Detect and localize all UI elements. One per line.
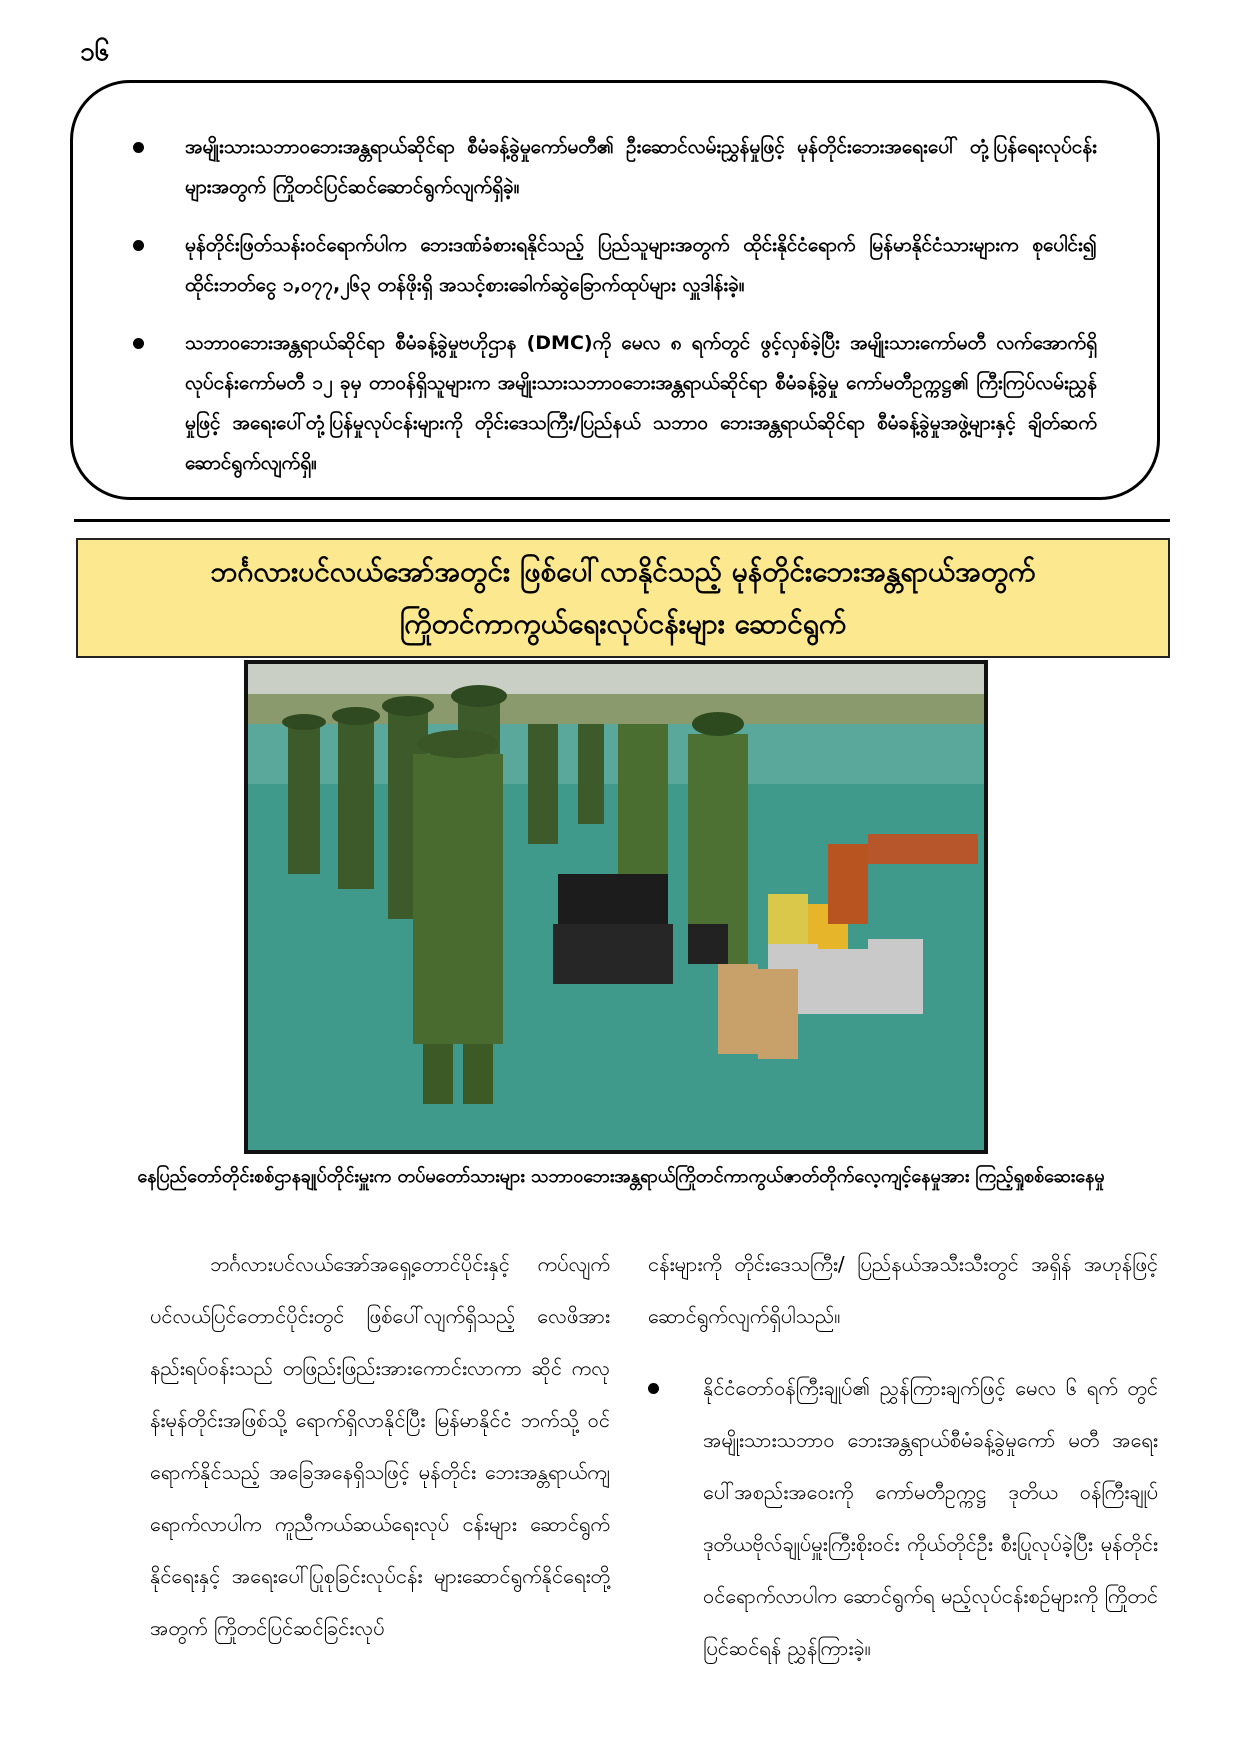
bullet-dot-icon [648,1383,659,1394]
article-photo [244,660,988,1154]
body-paragraph: ဘင်္ဂလားပင်လယ်အော်အရှေ့တောင်ပိုင်းနှင့် ကပ်လျက် ပင်လယ်ပြင်တောင်ပိုင်းတွင် ဖြစ်ပေါ်လျက်ရှိသည့် လေဖိအား နည်းရပ်ဝန်းသည် တဖြည်းဖြည်းအားကောင်းလာကာ ဆိုင် ကလုန်းမုန်တိုင်းအဖြစ်သို့ ရောက်ရှိလာနိုင်ပြီး မြန်မာနိုင်ငံ ဘက်သို့ ဝင်ရောက်နိုင်သည့် အခြေအနေရှိသဖြင့် မုန်တိုင်း ဘေးအန္တရာယ်ကျရောက်လာပါက ကူညီကယ်ဆယ်ရေးလုပ် ငန်းများ ဆောင်ရွက်နိုင်ရေးနှင့် အရေးပေါ်ပြုစုခြင်းလုပ်ငန်း များဆောင်ရွက်နိုင်ရေးတို့အတွက် ကြိုတင်ပြင်ဆင်ခြင်းလုပ် [150,1252,610,1640]
summary-bullet-item [133,225,1097,305]
summary-bullet-item [133,127,1097,207]
body-bullet-item [648,1362,1158,1674]
headline-line-2: ကြိုတင်ကာကွယ်ရေးလုပ်ငန်းများ ဆောင်ရွက် [399,607,847,640]
summary-bullet-box [70,80,1160,500]
photo-caption: နေပြည်တော်တိုင်းစစ်ဌာနချုပ်တိုင်းမှူးက တပ်မတော်သားများ သဘာဝဘေးအန္တရာယ်ကြိုတင်ကာကွယ်ဇာတ်တိုက်လေ့ကျင့်နေမှုအား ကြည့်ရှုစစ်ဆေးနေမှု [137,1166,1105,1187]
bullet-dot-icon [133,338,144,349]
bullet-dot-icon [133,240,144,251]
headline-line-1: ဘင်္ဂလားပင်လယ်အော်အတွင်း ဖြစ်ပေါ်လာနိုင်သည့် မုန်တိုင်းဘေးအန္တရာယ်အတွက် [210,555,1036,588]
body-column-left [150,1238,610,1654]
section-divider [74,519,1170,522]
body-paragraph-continued: ငန်းများကို တိုင်းဒေသကြီး/ ပြည်နယ်အသီးသီးတွင် အရှိန် အဟုန်ဖြင့် ဆောင်ရွက်လျက်ရှိပါသည်။ [648,1252,1158,1328]
body-bullet-text: နိုင်ငံတော်ဝန်ကြီးချုပ်၏ ညွှန်ကြားချက်ဖြင့် မေလ ၆ ရက် တွင် အမျိုးသားသဘာဝ ဘေးအန္တရာယ်စီမံခန့်ခွဲမှုကော် မတီ အရေးပေါ်အစည်းအဝေးကို ကော်မတီဥက္ကဋ္ဌ ဒုတိယ ဝန်ကြီးချုပ် ဒုတိယဗိုလ်ချုပ်မှူးကြီးစိုးဝင်း ကိုယ်တိုင်ဦး စီးပြုလုပ်ခဲ့ပြီး မုန်တိုင်းဝင်ရောက်လာပါက ဆောင်ရွက်ရ မည့်လုပ်ငန်းစဉ်များကို ကြိုတင်ပြင်ဆင်ရန် ညွှန်ကြားခဲ့။ [703,1376,1158,1660]
soldiers-inspection-photo [248,664,984,1150]
summary-bullet-text: မုန်တိုင်းဖြတ်သန်းဝင်ရောက်ပါက ဘေးဒဏ်ခံစားရနိုင်သည့် ပြည်သူများအတွက် ထိုင်းနိုင်ငံရောက် မြန်မာနိုင်ငံသားများက စုပေါင်း၍ ထိုင်းဘတ်ငွေ ၁,၀၇၇,၂၆၃ တန်ဖိုးရှိ အသင့်စားခေါက်ဆွဲခြောက်ထုပ်များ လှူဒါန်းခဲ့။ [185,234,1097,296]
body-column-right [648,1238,1158,1674]
summary-bullet-item [133,323,1097,483]
summary-bullet-text: သဘာဝဘေးအန္တရာယ်ဆိုင်ရာ စီမံခန့်ခွဲမှုဗဟိုဌာန (DMC)ကို မေလ ၈ ရက်တွင် ဖွင့်လှစ်ခဲ့ပြီး အမျိုးသားကော်မတီ လက်အောက်ရှိ လုပ်ငန်းကော်မတီ ၁၂ ခုမှ တာဝန်ရှိသူများက အမျိုးသားသဘာဝဘေးအန္တရာယ်ဆိုင်ရာ စီမံခန့်ခွဲမှု ကော်မတီဥက္ကဋ္ဌ၏ ကြီးကြပ်လမ်းညွှန်မှုဖြင့် အရေးပေါ်တုံ့ပြန်မှုလုပ်ငန်းများကို တိုင်းဒေသကြီး/ပြည်နယ် သဘာဝ ဘေးအန္တရာယ်ဆိုင်ရာ စီမံခန့်ခွဲမှုအဖွဲ့များနှင့် ချိတ်ဆက်ဆောင်ရွက်လျက်ရှိ။ [185,332,1097,474]
page-number: ၁၆ [80,37,110,67]
bullet-dot-icon [133,142,144,153]
article-headline [76,538,1170,658]
summary-bullet-text: အမျိုးသားသဘာဝဘေးအန္တရာယ်ဆိုင်ရာ စီမံခန့်ခွဲမှုကော်မတီ၏ ဦးဆောင်လမ်းညွှန်မှုဖြင့် မုန်တိုင်းဘေးအရေးပေါ် တုံ့ပြန်ရေးလုပ်ငန်းများအတွက် ကြိုတင်ပြင်ဆင်ဆောင်ရွက်လျက်ရှိခဲ့။ [185,136,1097,198]
